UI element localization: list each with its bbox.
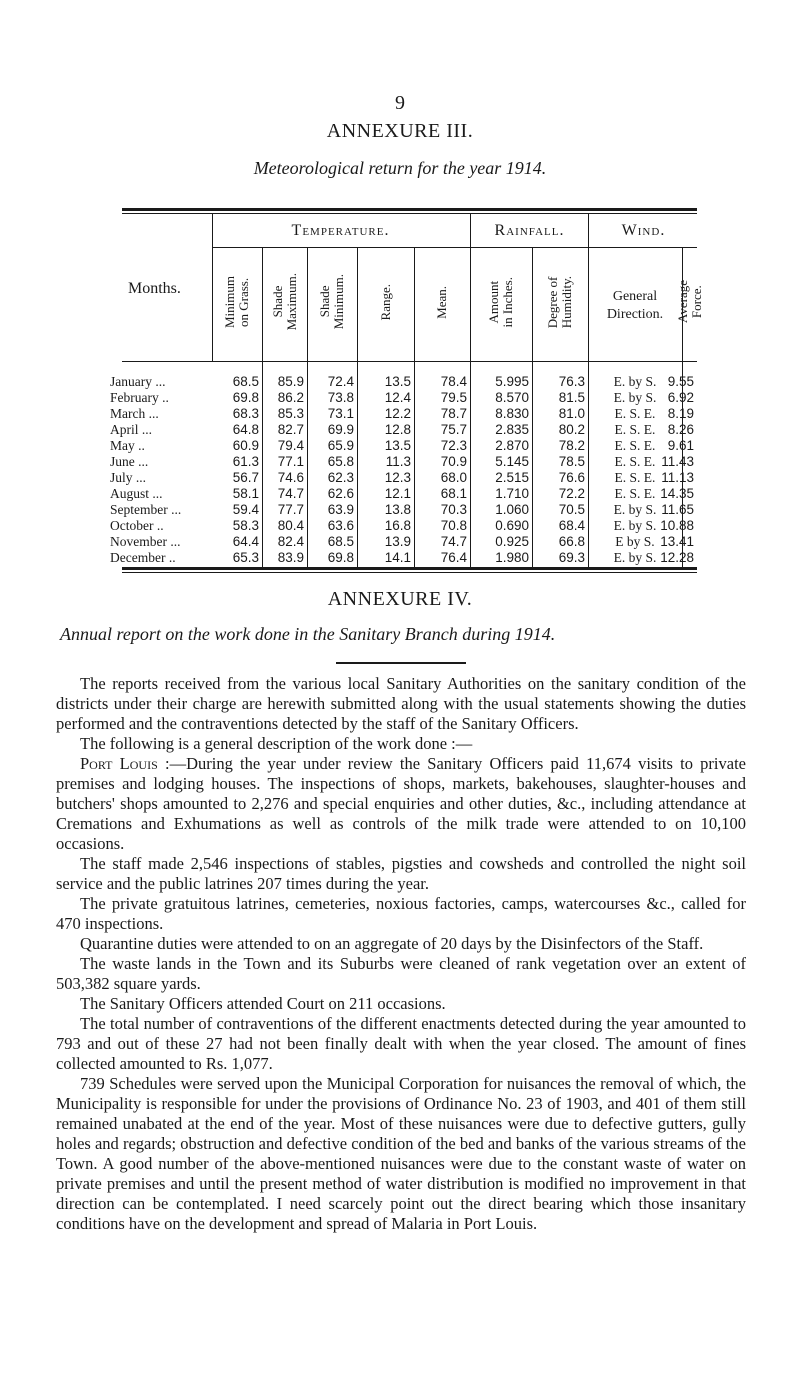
force-cell: 11.13 bbox=[661, 470, 694, 485]
min-grass-cell: 68.3 bbox=[232, 406, 259, 421]
min-grass-cell: 69.8 bbox=[232, 390, 259, 405]
direction-cell: E. by S. bbox=[613, 518, 657, 533]
amount-cell: 0.925 bbox=[495, 534, 529, 549]
shade-min-cell: 69.8 bbox=[327, 550, 354, 565]
humidity-cell: 69.3 bbox=[558, 550, 585, 565]
mean-cell: 68.0 bbox=[440, 470, 467, 485]
humidity-cell: 76.3 bbox=[558, 374, 585, 389]
range-cell: 11.3 bbox=[385, 454, 411, 469]
port-louis-label: Port Louis bbox=[80, 754, 158, 773]
shade-min-cell: 63.9 bbox=[327, 502, 354, 517]
month-cell: September ... bbox=[110, 502, 182, 517]
table-row bbox=[110, 518, 697, 534]
min-grass-cell: 56.7 bbox=[232, 470, 259, 485]
min-grass-cell: 58.1 bbox=[232, 486, 259, 501]
table-row bbox=[110, 550, 697, 566]
mean-cell: 70.9 bbox=[440, 454, 467, 469]
table-row bbox=[110, 406, 697, 422]
amount-header-label: Amount in Inches. bbox=[486, 276, 515, 328]
mean-cell: 78.4 bbox=[440, 374, 467, 389]
wind-group-header: Wind. bbox=[621, 222, 666, 239]
mean-header bbox=[414, 258, 470, 346]
range-cell: 12.3 bbox=[384, 470, 411, 485]
direction-header bbox=[588, 288, 682, 324]
shade-min-cell: 73.1 bbox=[327, 406, 354, 421]
shade-max-cell: 74.6 bbox=[277, 470, 304, 485]
amount-cell: 2.835 bbox=[495, 422, 529, 437]
humidity-cell: 72.2 bbox=[558, 486, 585, 501]
month-cell: February .. bbox=[110, 390, 169, 405]
range-header bbox=[357, 258, 414, 346]
mean-cell: 68.1 bbox=[440, 486, 467, 501]
month-cell: January ... bbox=[110, 374, 166, 389]
shade-min-cell: 72.4 bbox=[327, 374, 354, 389]
shade-max-cell: 74.7 bbox=[277, 486, 304, 501]
min-grass-cell: 65.3 bbox=[232, 550, 259, 565]
table-row bbox=[110, 438, 697, 454]
shade-max-cell: 82.4 bbox=[277, 534, 304, 549]
range-header-label: Range. bbox=[377, 283, 393, 321]
force-cell: 11.43 bbox=[661, 454, 694, 469]
table-row bbox=[110, 502, 697, 518]
month-cell: October .. bbox=[110, 518, 164, 533]
amount-cell: 1.980 bbox=[495, 550, 529, 565]
range-cell: 16.8 bbox=[384, 518, 411, 533]
mean-cell: 79.5 bbox=[440, 390, 467, 405]
table-bottom-rule bbox=[122, 567, 697, 573]
force-cell: 12.28 bbox=[660, 550, 694, 565]
range-cell: 13.9 bbox=[384, 534, 411, 549]
month-cell: May .. bbox=[110, 438, 145, 453]
amount-cell: 5.145 bbox=[495, 454, 529, 469]
month-cell: March ... bbox=[110, 406, 159, 421]
paragraph: The Sanitary Officers attended Court on 211 occasions. bbox=[80, 994, 446, 1013]
shade-max-cell: 85.9 bbox=[277, 374, 304, 389]
shade-max-cell: 83.9 bbox=[277, 550, 304, 565]
min-grass-cell: 64.8 bbox=[232, 422, 259, 437]
table-row bbox=[110, 374, 697, 390]
shade-min-cell: 73.8 bbox=[327, 390, 354, 405]
direction-cell: E. S. E. bbox=[614, 422, 656, 437]
month-cell: April ... bbox=[110, 422, 152, 437]
paragraph: The private gratuitous latrines, cemeteries, noxious factories, camps, watercourses &c., called for 470 inspections. bbox=[56, 894, 746, 933]
direction-cell: E. S. E. bbox=[614, 406, 656, 421]
force-cell: 11.65 bbox=[661, 502, 694, 517]
min-grass-cell: 58.3 bbox=[232, 518, 259, 533]
range-cell: 12.8 bbox=[384, 422, 411, 437]
months-header: Months. bbox=[128, 280, 181, 297]
humidity-cell: 78.2 bbox=[558, 438, 585, 453]
force-header bbox=[675, 258, 705, 346]
amount-cell: 5.995 bbox=[495, 374, 529, 389]
humidity-cell: 70.5 bbox=[558, 502, 585, 517]
shade-min-header bbox=[307, 258, 357, 346]
table-row bbox=[110, 454, 697, 470]
paragraph: The staff made 2,546 inspections of stables, pigsties and cowsheds and controlled the night soil service and the public latrines 207 times during the year. bbox=[56, 854, 746, 893]
shade-min-header-label: Shade Minimum. bbox=[317, 274, 346, 330]
humidity-cell: 78.5 bbox=[558, 454, 585, 469]
shade-max-cell: 79.4 bbox=[277, 438, 304, 453]
force-cell: 6.92 bbox=[667, 390, 694, 405]
humidity-cell: 68.4 bbox=[558, 518, 585, 533]
min-grass-cell: 61.3 bbox=[232, 454, 259, 469]
direction-cell: E. S. E. bbox=[614, 470, 656, 485]
humidity-cell: 81.0 bbox=[558, 406, 585, 421]
amount-cell: 1.710 bbox=[495, 486, 529, 501]
annexure-iii-title: ANNEXURE III. bbox=[326, 120, 474, 142]
mean-cell: 72.3 bbox=[440, 438, 467, 453]
range-cell: 13.8 bbox=[384, 502, 411, 517]
min-grass-cell: 60.9 bbox=[232, 438, 259, 453]
table-header bbox=[122, 214, 704, 361]
rainfall-group-header: Rainfall. bbox=[494, 222, 565, 239]
month-cell: December .. bbox=[110, 550, 176, 565]
range-cell: 14.1 bbox=[384, 550, 411, 565]
amount-cell: 2.515 bbox=[495, 470, 529, 485]
force-cell: 8.26 bbox=[667, 422, 694, 437]
meteorological-table bbox=[110, 208, 704, 573]
min-grass-cell: 64.4 bbox=[232, 534, 259, 549]
direction-cell: E. by S. bbox=[613, 502, 657, 517]
shade-max-header bbox=[262, 258, 307, 346]
mean-cell: 74.7 bbox=[440, 534, 467, 549]
range-cell: 12.4 bbox=[384, 390, 411, 405]
table-row bbox=[110, 486, 697, 502]
humidity-cell: 80.2 bbox=[558, 422, 585, 437]
amount-cell: 2.870 bbox=[495, 438, 529, 453]
shade-min-cell: 65.8 bbox=[327, 454, 354, 469]
mean-cell: 75.7 bbox=[440, 422, 467, 437]
humidity-header bbox=[532, 258, 588, 346]
range-cell: 12.2 bbox=[384, 406, 411, 421]
amount-header bbox=[470, 258, 532, 346]
paragraph bbox=[56, 754, 746, 854]
table-row bbox=[110, 422, 697, 438]
min-grass-header bbox=[212, 258, 262, 346]
humidity-cell: 81.5 bbox=[558, 390, 585, 405]
mean-cell: 78.7 bbox=[440, 406, 467, 421]
min-grass-header-label: Minimum on Grass. bbox=[222, 275, 251, 328]
shade-min-cell: 62.3 bbox=[327, 470, 354, 485]
page-number: 9 bbox=[395, 92, 405, 114]
direction-cell: E. S. E. bbox=[614, 486, 656, 501]
force-header-label: Average Force. bbox=[675, 280, 704, 324]
force-cell: 13.41 bbox=[660, 534, 694, 549]
amount-cell: 8.570 bbox=[495, 390, 529, 405]
group-divider bbox=[212, 247, 697, 248]
shade-max-cell: 77.1 bbox=[277, 454, 304, 469]
amount-cell: 1.060 bbox=[495, 502, 529, 517]
direction-cell: E. by S. bbox=[613, 374, 657, 389]
range-cell: 12.1 bbox=[384, 486, 411, 501]
mean-cell: 70.8 bbox=[440, 518, 467, 533]
shade-max-header-label: Shade Maximum. bbox=[269, 273, 299, 331]
table-row bbox=[110, 470, 697, 486]
mean-header-label: Mean. bbox=[434, 285, 449, 319]
shade-min-cell: 63.6 bbox=[327, 518, 354, 533]
shade-min-cell: 69.9 bbox=[327, 422, 354, 437]
month-cell: June ... bbox=[110, 454, 149, 469]
mean-cell: 76.4 bbox=[440, 550, 467, 565]
force-cell: 9.61 bbox=[667, 438, 694, 453]
shade-max-cell: 82.7 bbox=[277, 422, 304, 437]
direction-cell: E. S. E. bbox=[614, 454, 656, 469]
force-cell: 9.55 bbox=[667, 374, 694, 389]
amount-cell: 0.690 bbox=[495, 518, 529, 533]
annexure-iv-subtitle: Annual report on the work done in the Sanitary Branch during 1914. bbox=[60, 624, 556, 644]
humidity-cell: 66.8 bbox=[558, 534, 585, 549]
range-cell: 13.5 bbox=[384, 438, 411, 453]
shade-max-cell: 80.4 bbox=[277, 518, 304, 533]
annexure-iii-subtitle: Meteorological return for the year 1914. bbox=[253, 158, 547, 178]
shade-max-cell: 86.2 bbox=[277, 390, 304, 405]
month-cell: November ... bbox=[110, 534, 181, 549]
direction-cell: E by S. bbox=[615, 534, 655, 549]
annexure-iv-title: ANNEXURE IV. bbox=[327, 588, 473, 610]
paragraph: The waste lands in the Town and its Suburbs were cleaned of rank vegetation over an extent of 503,382 square yards. bbox=[56, 954, 746, 993]
month-cell: August ... bbox=[110, 486, 163, 501]
humidity-header-label: Degree of Humidity. bbox=[545, 275, 574, 329]
section-rule bbox=[336, 662, 466, 664]
min-grass-cell: 68.5 bbox=[232, 374, 259, 389]
paragraph: The total number of contraventions of the different enactments detected during the year amounted to 793 and out of these 27 had not been finally dealt with when the year closed. The amount of fines collected amounted to Rs. 1,077. bbox=[56, 1014, 746, 1073]
shade-min-cell: 65.9 bbox=[327, 438, 354, 453]
paragraph-text: :—During the year under review the Sanitary Officers paid 11,674 visits to private premises and lodging houses. The inspections of shops, markets, bakehouses, slaughter-houses and butchers' shops amounted to 2,276 and special enquiries and other duties, &c., including attendance at Cremations and Exhumations as well as controls of the milk trade were attended to on 10,100 occasions. bbox=[56, 754, 746, 853]
report-body bbox=[56, 674, 746, 1234]
humidity-cell: 76.6 bbox=[558, 470, 585, 485]
paragraph: The following is a general description of the work done :— bbox=[80, 734, 473, 753]
direction-cell: E. S. E. bbox=[614, 438, 656, 453]
shade-min-cell: 62.6 bbox=[327, 486, 354, 501]
force-cell: 10.88 bbox=[660, 518, 694, 533]
amount-cell: 8.830 bbox=[495, 406, 529, 421]
min-grass-cell: 59.4 bbox=[232, 502, 259, 517]
range-cell: 13.5 bbox=[384, 374, 411, 389]
direction-header-label: General Direction. bbox=[606, 289, 664, 322]
direction-cell: E. by S. bbox=[613, 390, 657, 405]
paragraph: The reports received from the various local Sanitary Authorities on the sanitary condition of the districts under their charge are herewith submitted along with the usual statements showing the duties performed and the contraventions detected by the staff of the Sanitary Officers. bbox=[56, 674, 746, 733]
mean-cell: 70.3 bbox=[440, 502, 467, 517]
shade-min-cell: 68.5 bbox=[327, 534, 354, 549]
temperature-group-header: Temperature. bbox=[291, 222, 390, 239]
direction-cell: E. by S. bbox=[613, 550, 657, 565]
month-cell: July ... bbox=[110, 470, 147, 485]
table-body bbox=[110, 362, 697, 567]
paragraph: 739 Schedules were served upon the Municipal Corporation for nuisances the removal of which, the Municipality is responsible for under the provisions of Ordinance No. 23 of 1903, and 401 of them still remained unabated at the end of the year. Most of these nuisances were due to defective gutters, gully holes and regards; obstruction and defective condition of the bed and banks of the various streams of the Town. A good number of the above-mentioned nuisances were due to the constant waste of water on private premises and until the present method of water distribution is modified no improvement in that direction can be contemplated. I need scarcely point out the direct bearing which those insanitary conditions have on the development and spread of Malaria in Port Louis. bbox=[56, 1074, 746, 1233]
force-cell: 14.35 bbox=[660, 486, 694, 501]
table-row bbox=[110, 534, 697, 550]
shade-max-cell: 77.7 bbox=[277, 502, 304, 517]
table-row bbox=[110, 390, 697, 406]
force-cell: 8.19 bbox=[667, 406, 694, 421]
shade-max-cell: 85.3 bbox=[277, 406, 304, 421]
paragraph: Quarantine duties were attended to on an aggregate of 20 days by the Disinfectors of the Staff. bbox=[80, 934, 704, 953]
